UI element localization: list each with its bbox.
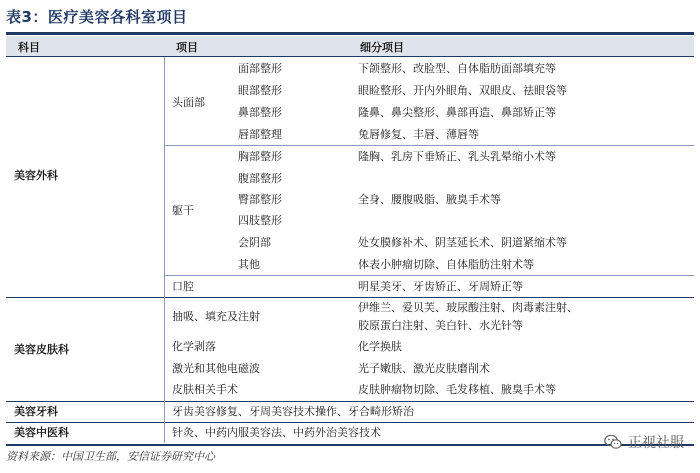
detail-chest: 隆胸、乳房下垂矫正、乳头乳晕缩小术等 [358,150,556,163]
watermark [604,432,684,452]
detail-injection-line1: 伊维兰、爱贝芙、玻尿酸注射、肉毒素注射、 [358,301,578,314]
detail-dental: 牙齿美容修复、牙周美容技术操作、牙合畸形矫治 [172,405,414,418]
item-abdomen: 腹部整形 [238,172,282,185]
detail-lip: 兔唇修复、丰唇、薄唇等 [358,128,479,141]
divider-dental-tcm [6,422,694,423]
item-chemical-peel: 化学剥落 [172,340,216,353]
item-perineum: 会阴部 [238,236,271,249]
divider-skin-dental [6,401,694,402]
wechat-icon [604,434,622,450]
bottom-rule [6,444,694,446]
item-hip: 臀部整形 [238,193,282,206]
header-rule [6,56,694,57]
divider-head-trunk [164,145,694,146]
detail-eye: 眼睑整形、开内外眼角、双眼皮、祛眼袋等 [358,84,567,97]
item-laser: 激光和其他电磁波 [172,362,260,375]
header-project: 项目 [176,41,198,54]
item-skin-surgery: 皮肤相关手术 [172,383,238,396]
detail-nose: 隆鼻、鼻尖整形、鼻部再造、鼻部矫正等 [358,106,556,119]
header-subject: 科目 [18,41,40,54]
item-chest: 胸部整形 [238,150,282,163]
divider-trunk-mouth [164,275,694,276]
group-head-face-label: 头面部 [172,96,205,109]
section-surgery-label: 美容外科 [14,169,58,182]
item-other: 其他 [238,258,260,271]
group-trunk-label: 躯干 [172,204,194,217]
table-header [6,36,694,56]
section-tcm-label: 美容中医科 [14,426,69,439]
detail-hip: 全身、腰腹吸脂、腋臭手术等 [358,193,501,206]
source-note: 资料来源：中国卫生部，安信证券研究中心 [6,450,215,463]
detail-other: 体表小肿瘤切除、自体脂肪注射术等 [358,258,534,271]
detail-perineum: 处女膜修补术、阴茎延长术、阴道紧缩术等 [358,236,567,249]
item-nose: 鼻部整形 [238,106,282,119]
detail-chemical-peel: 化学换肤 [358,340,402,353]
section-dental-label: 美容牙科 [14,405,58,418]
item-limbs: 四肢整形 [238,214,282,227]
watermark-text: 正视社服 [628,435,684,451]
detail-laser: 光子嫩肤、激光皮肤磨削术 [358,362,490,375]
detail-tcm: 针灸、中药内服美容法、中药外治美容技术 [172,426,381,439]
section-skin-label: 美容皮肤科 [14,343,69,356]
header-detail: 细分项目 [360,41,404,54]
item-eye: 眼部整形 [238,84,282,97]
detail-injection-line2: 胶原蛋白注射、美白针、水光针等 [358,319,523,332]
top-rule [6,32,694,35]
item-injection: 抽吸、填充及注射 [172,310,260,323]
divider-surgery-skin [6,297,694,298]
vertical-divider-col1 [164,57,165,443]
group-mouth-label: 口腔 [172,280,194,293]
item-face: 面部整形 [238,62,282,75]
detail-mouth: 明星美牙、牙齿矫正、牙周矫正等 [358,280,523,293]
item-lip: 唇部整理 [238,128,282,141]
detail-skin-surgery: 皮肤肿瘤物切除、毛发移植、腋臭手术等 [358,383,556,396]
table-title: 表3：医疗美容各科室项目 [6,8,188,26]
detail-face: 下颌整形、改脸型、自体脂肪面部填充等 [358,62,556,75]
